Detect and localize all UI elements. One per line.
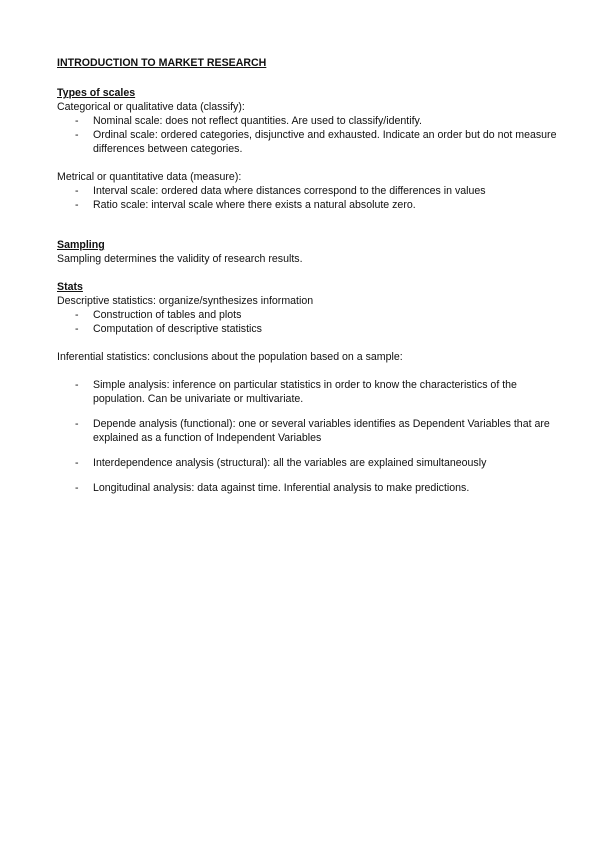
dash-bullet: -: [75, 482, 79, 494]
list-item: [57, 184, 560, 198]
list-item: [57, 322, 560, 336]
list-item: [57, 456, 560, 470]
stats-heading: Stats: [57, 281, 83, 293]
list-item-text: Interval scale: ordered data where distances correspond to the differences in values: [93, 185, 486, 197]
scales-heading: Types of scales: [57, 87, 136, 99]
metrical-list: [57, 184, 560, 212]
list-item: [57, 308, 560, 322]
spacer: [57, 156, 560, 170]
dash-bullet: -: [75, 199, 79, 211]
dash-bullet: -: [75, 379, 79, 391]
list-item-text: Depende analysis (functional): one or several variables identifies as Dependent Variables that are explained as a function of Independent Variables: [93, 418, 550, 444]
categorical-intro: Categorical or qualitative data (classify):: [57, 101, 245, 113]
dash-bullet: -: [75, 323, 79, 335]
list-item: [57, 114, 560, 128]
inferential-intro: Inferential statistics: conclusions about the population based on a sample:: [57, 351, 403, 363]
sampling-heading: Sampling: [57, 239, 105, 251]
descriptive-list: [57, 308, 560, 336]
inferential-list: [57, 378, 560, 495]
dash-bullet: -: [75, 129, 79, 141]
spacer: [57, 336, 560, 350]
dash-bullet: -: [75, 418, 79, 430]
list-item-text: Simple analysis: inference on particular statistics in order to know the characteristics of the population. Can be univariate or multivariate.: [93, 379, 517, 405]
list-item: [57, 417, 560, 445]
list-item-text: Computation of descriptive statistics: [93, 323, 262, 335]
descriptive-intro: Descriptive statistics: organize/synthesizes information: [57, 295, 314, 307]
list-item: [57, 198, 560, 212]
dash-bullet: -: [75, 457, 79, 469]
list-item: [57, 481, 560, 495]
spacer: [57, 364, 560, 378]
list-item-text: Longitudinal analysis: data against time. Inferential analysis to make predictions.: [93, 482, 470, 494]
list-item-text: Ratio scale: interval scale where there exists a natural absolute zero.: [93, 199, 416, 211]
list-item-text: Nominal scale: does not reflect quantities. Are used to classify/identify.: [93, 115, 422, 127]
list-item-text: Interdependence analysis (structural): all the variables are explained simultaneously: [93, 457, 487, 469]
spacer: [57, 266, 560, 280]
metrical-intro: Metrical or quantitative data (measure):: [57, 171, 242, 183]
list-item-text: Ordinal scale: ordered categories, disjunctive and exhausted. Indicate an order but do not measure differences between categories.: [93, 129, 557, 155]
dash-bullet: -: [75, 309, 79, 321]
spacer: [57, 212, 560, 238]
document-title: INTRODUCTION TO MARKET RESEARCH: [57, 57, 267, 69]
list-item-text: Construction of tables and plots: [93, 309, 242, 321]
list-item: [57, 128, 560, 156]
list-item: [57, 378, 560, 406]
dash-bullet: -: [75, 185, 79, 197]
dash-bullet: -: [75, 115, 79, 127]
categorical-list: [57, 114, 560, 156]
sampling-text: Sampling determines the validity of research results.: [57, 253, 303, 265]
